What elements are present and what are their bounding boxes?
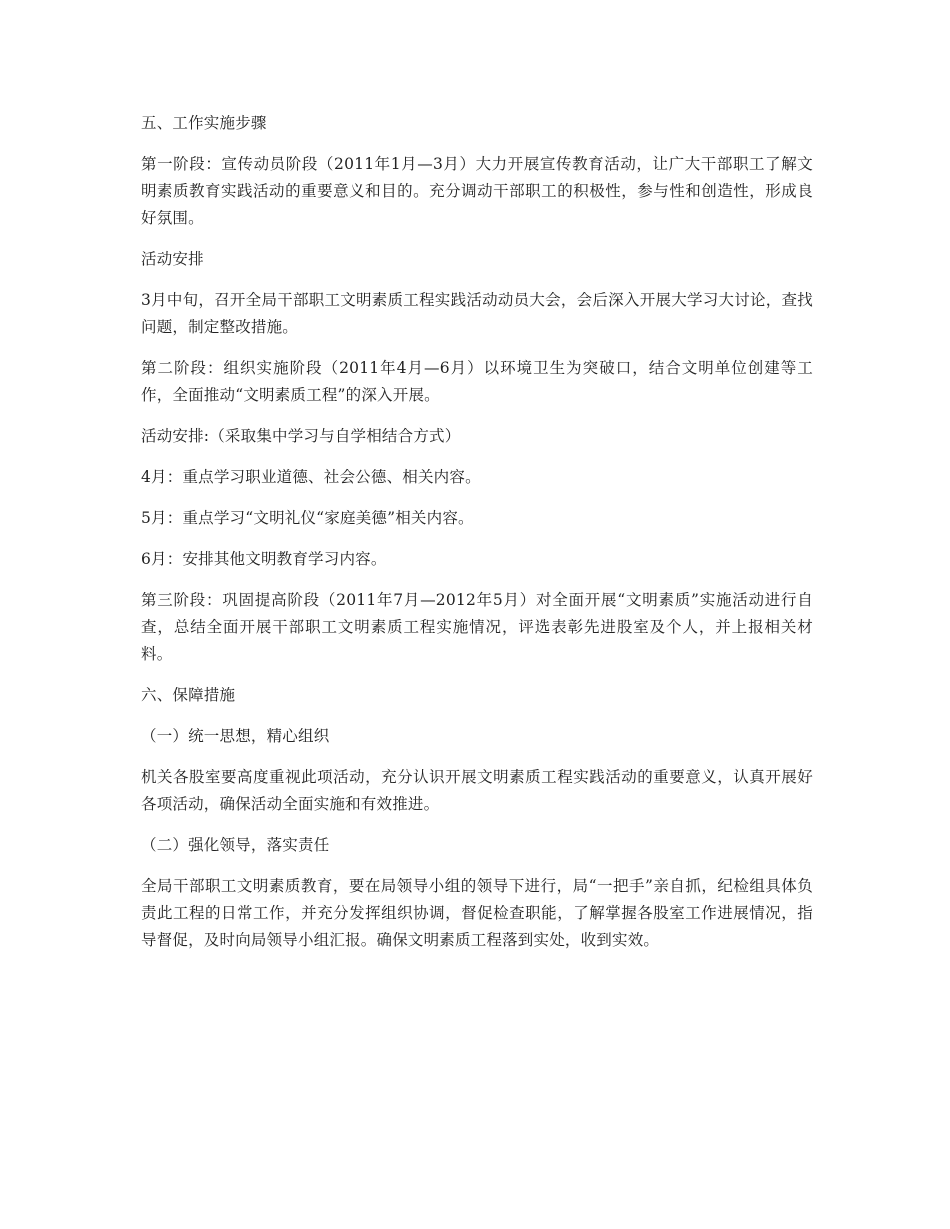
activity-arrangement-label: 活动安排 xyxy=(141,250,204,268)
may-item: 5月：重点学习“文明礼仪“家庭美德”相关内容。 xyxy=(141,509,474,527)
march-activity-paragraph: 3月中旬，召开全局干部职工文明素质工程实践活动动员大会，会后深入开展大学习大讨论，查找问题，制定整改措施。 xyxy=(141,291,813,336)
subheading-strengthen-leadership: （二）强化领导，落实责任 xyxy=(141,836,330,854)
june-item: 6月：安排其他文明教育学习内容。 xyxy=(141,550,387,568)
activity-arrangement-method: 活动安排:（采取集中学习与自学相结合方式） xyxy=(141,427,461,445)
stage-two-paragraph: 第二阶段：组织实施阶段（2011年4月—6月）以环境卫生为突破口，结合文明单位创建等工作，全面推动“文明素质工程”的深入开展。 xyxy=(141,359,813,404)
stage-one-paragraph: 第一阶段：宣传动员阶段（2011年1月—3月）大力开展宣传教育活动，让广大干部职工了解文明素质教育实践活动的重要意义和目的。充分调动干部职工的积极性，参与性和创造性，形成良好氛围。 xyxy=(141,155,813,227)
unify-thinking-paragraph: 机关各股室要高度重视此项活动，充分认识开展文明素质工程实践活动的重要意义，认真开展好各项活动，确保活动全面实施和有效推进。 xyxy=(141,768,813,813)
section-heading-safeguards: 六、保障措施 xyxy=(141,686,236,704)
april-item: 4月：重点学习职业道德、社会公德、相关内容。 xyxy=(141,468,481,486)
stage-three-paragraph: 第三阶段：巩固提高阶段（2011年7月—2012年5月）对全面开展“文明素质”实施活动进行自查，总结全面开展干部职工文明素质工程实施情况，评选表彰先进股室及个人，并上报相关材料。 xyxy=(141,591,813,663)
document-page xyxy=(141,110,813,954)
section-heading-implementation-steps: 五、工作实施步骤 xyxy=(141,114,267,132)
subheading-unify-thinking: （一）统一思想，精心组织 xyxy=(141,727,330,745)
strengthen-leadership-paragraph: 全局干部职工文明素质教育，要在局领导小组的领导下进行，局“一把手”亲自抓，纪检组具体负责此工程的日常工作，并充分发挥组织协调，督促检查职能，了解掌握各股室工作进展情况，指导督促，及时向局领导小组汇报。确保文明素质工程落到实处，收到实效。 xyxy=(141,877,813,949)
